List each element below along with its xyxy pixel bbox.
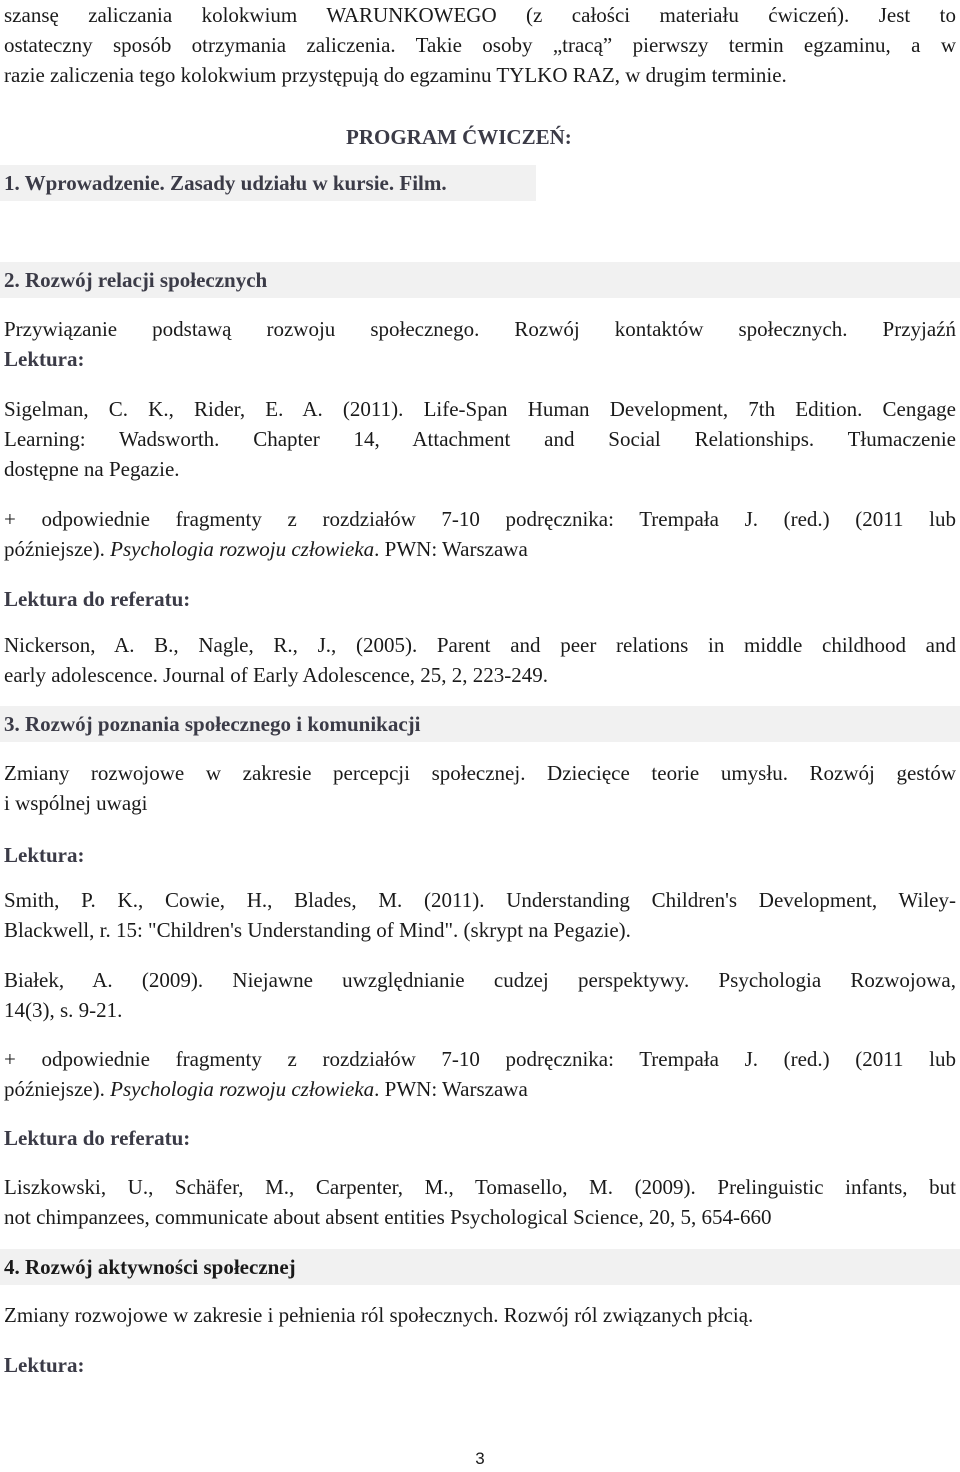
section-3-reading-2-line-2: 14(3), s. 9-21.: [4, 998, 123, 1022]
section-2-referat-label: Lektura do referatu:: [4, 587, 191, 611]
section-2-reading-label: Lektura:: [4, 347, 85, 371]
section-4-title: 4. Rozwój aktywności społecznej: [4, 1255, 296, 1279]
section-3-reading-1-line-2: Blackwell, r. 15: "Children's Understanding of Mind". (skrypt na Pegazie).: [4, 918, 631, 942]
section-2-reading-2-prefix: późniejsze).: [4, 537, 111, 561]
section-4-reading-label: Lektura:: [4, 1353, 85, 1377]
program-title: PROGRAM ĆWICZEŃ:: [346, 125, 572, 149]
section-3-reading-1-line-1: Smith, P. K., Cowie, H., Blades, M. (2011). Understanding Children's Development, Wiley-: [4, 888, 956, 912]
intro-line-1: szansę zaliczania kolokwium WARUNKOWEGO (z całości materiału ćwiczeń). Jest to: [4, 3, 956, 27]
section-3-reading-3-line-2: [4, 1076, 528, 1102]
section-2-reading-2-line-1: + odpowiednie fragmenty z rozdziałów 7-10 podręcznika: Trempała J. (red.) (2011 lub: [4, 507, 956, 531]
section-3-publisher: . PWN: Warszawa: [374, 1077, 528, 1101]
page-number: 3: [475, 1449, 485, 1468]
section-2-title: 2. Rozwój relacji społecznych: [4, 268, 268, 292]
section-3-title: 3. Rozwój poznania społecznego i komunikacji: [4, 712, 421, 736]
section-3-referat-line-2: not chimpanzees, communicate about absent entities Psychological Science, 20, 5, 654-660: [4, 1205, 772, 1229]
section-2-referat-line-2: early adolescence. Journal of Early Adolescence, 25, 2, 223-249.: [4, 663, 549, 687]
section-2-reading-2-line-2: [4, 536, 528, 562]
section-3-book-title: Psychologia rozwoju człowieka: [110, 1077, 375, 1101]
section-3-reading-label: Lektura:: [4, 843, 85, 867]
section-2-reading-1-line-1: Sigelman, C. K., Rider, E. A. (2011). Life-Span Human Development, 7th Edition. Cengage: [4, 397, 956, 421]
section-3-referat-line-1: Liszkowski, U., Schäfer, M., Carpenter, M., Tomasello, M. (2009). Prelinguistic infants, but: [4, 1175, 956, 1199]
section-2-reading-1-line-3: dostępne na Pegazie.: [4, 457, 180, 481]
section-1-title: 1. Wprowadzenie. Zasady udziału w kursie. Film.: [4, 171, 447, 195]
intro-line-2: ostateczny sposób otrzymania zaliczenia. Takie osoby „tracą” pierwszy termin egzaminu, a w: [4, 33, 956, 57]
section-3-reading-3-line-1: + odpowiednie fragmenty z rozdziałów 7-10 podręcznika: Trempała J. (red.) (2011 lub: [4, 1047, 956, 1071]
section-4-topics: Zmiany rozwojowe w zakresie i pełnienia ról społecznych. Rozwój ról związanych płcią.: [4, 1303, 754, 1327]
section-2-book-title: Psychologia rozwoju człowieka: [110, 537, 375, 561]
section-3-topics-line-2: i wspólnej uwagi: [4, 791, 148, 815]
section-3-referat-label: Lektura do referatu:: [4, 1126, 191, 1150]
intro-line-3: razie zaliczenia tego kolokwium przystępują do egzaminu TYLKO RAZ, w drugim terminie.: [4, 63, 787, 87]
section-2-referat-line-1: Nickerson, A. B., Nagle, R., J., (2005). Parent and peer relations in middle childhood and: [4, 633, 956, 657]
section-2-publisher: . PWN: Warszawa: [374, 537, 528, 561]
section-2-topics: Przywiązanie podstawą rozwoju społecznego. Rozwój kontaktów społecznych. Przyjaźń: [4, 317, 956, 341]
section-3-reading-3-prefix: późniejsze).: [4, 1077, 111, 1101]
section-2-reading-1-line-2: Learning: Wadsworth. Chapter 14, Attachment and Social Relationships. Tłumaczenie: [4, 427, 956, 451]
section-3-topics-line-1: Zmiany rozwojowe w zakresie percepcji społecznej. Dziecięce teorie umysłu. Rozwój gestów: [4, 761, 956, 785]
section-3-reading-2-line-1: Białek, A. (2009). Niejawne uwzględnianie cudzej perspektywy. Psychologia Rozwojowa,: [4, 968, 956, 992]
